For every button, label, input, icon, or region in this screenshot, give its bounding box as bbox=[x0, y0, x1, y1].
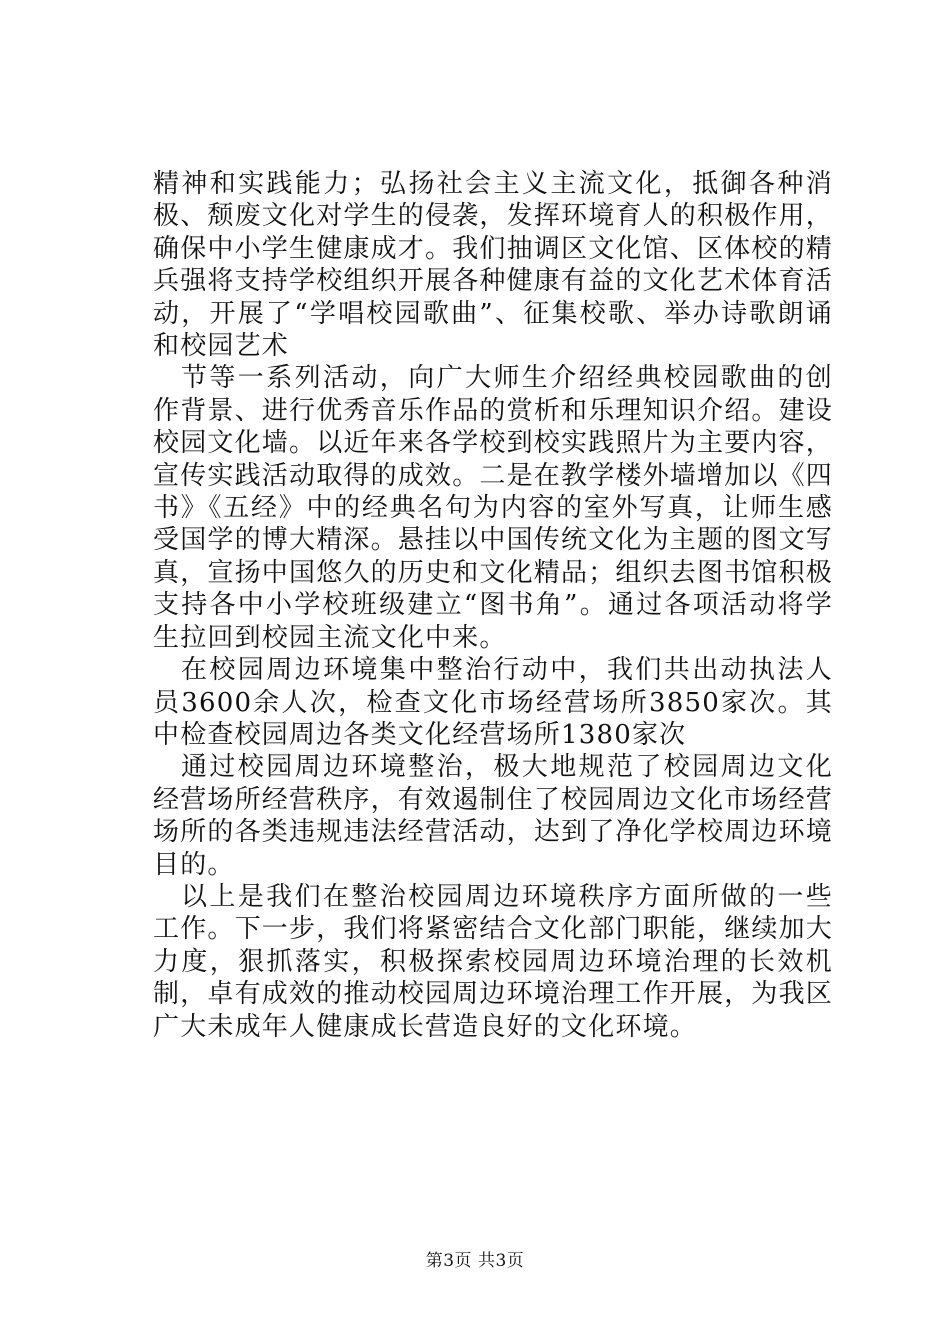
page-number-footer: 第3页 共3页 bbox=[425, 1251, 525, 1271]
paragraph-2: 节等一系列活动，向广大师生介绍经典校园歌曲的创作背景、进行优秀音乐作品的赏析和乐理知识介绍。建设校园文化墙。以近年来各学校到校实践照片为主要内容，宣传实践活动取得的成效。二是在教学楼外墙增加以《四书》《五经》中的经典名句为内容的室外写真，让师生感受国学的博大精深。悬挂以中国传统文化为主题的图文写真，宣扬中国悠久的历史和文化精品；组织去图书馆积极支持各中小学校班级建立“图书角”。通过各项活动将学生拉回到校园主流文化中来。 bbox=[153, 363, 834, 653]
paragraph-4: 通过校园周边环境整治，极大地规范了校园周边文化经营场所经营秩序，有效遏制住了校园周边文化市场经营场所的各类违规违法经营活动，达到了净化学校周边环境目的。 bbox=[153, 752, 834, 880]
paragraph-5: 以上是我们在整治校园周边环境秩序方面所做的一些工作。下一步，我们将紧密结合文化部门职能，继续加大力度，狠抓落实，积极探索校园周边环境治理的长效机制，卓有成效的推动校园周边环境治理工作开展，为我区广大未成年人健康成长营造良好的文化环境。 bbox=[153, 881, 834, 1042]
paragraph-1: 精神和实践能力；弘扬社会主义主流文化，抵御各种消极、颓废文化对学生的侵袭，发挥环境育人的积极作用，确保中小学生健康成才。我们抽调区文化馆、区体校的精兵强将支持学校组织开展各种健康有益的文化艺术体育活动，开展了“学唱校园歌曲”、征集校歌、举办诗歌朗诵和校园艺术 bbox=[153, 169, 834, 362]
document-body bbox=[153, 168, 833, 1043]
paragraph-3: 在校园周边环境集中整治行动中，我们共出动执法人员3600余人次，检查文化市场经营场所3850家次。其中检查校园周边各类文化经营场所1380家次 bbox=[153, 655, 833, 750]
